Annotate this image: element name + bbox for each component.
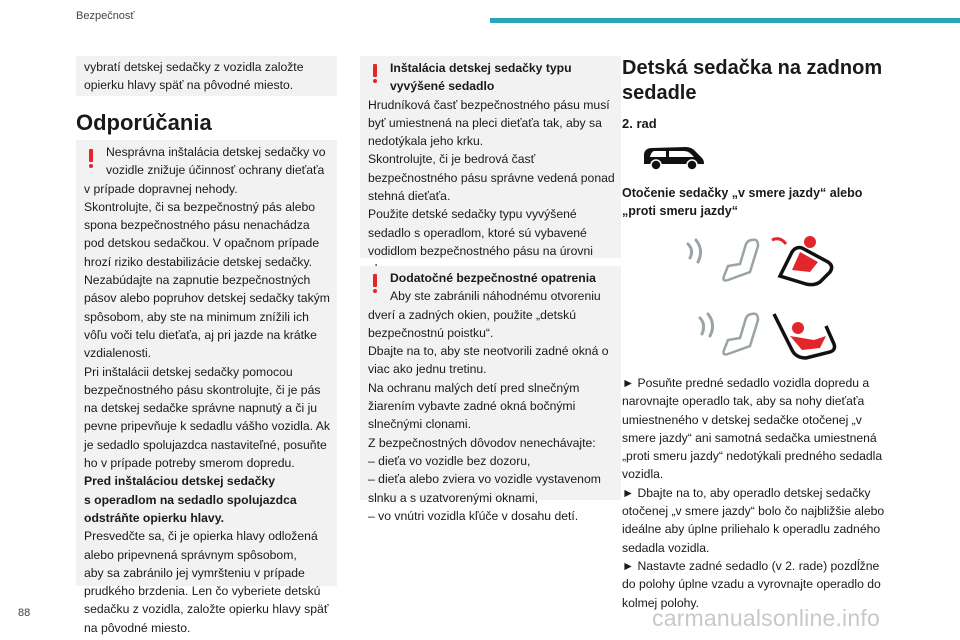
warning-box-booster-seat <box>360 56 621 258</box>
page-number: 88 <box>18 607 31 619</box>
recommendations-text: Nesprávna inštalácia detskej sedačky vo vozidle znižuje účinnosť ochrany dieťaťa v prípade dopravnej nehody. Skontrolujte, či sa bezpečnostný pás alebo spona bezpečnostného pásu nenachádza pod detskou sedačkou. V opačnom prípade hrozí riziko destabilizácie detskej sedačky. Nezabúdajte na zapnutie bezpečnostných pásov alebo popruhov detskej sedačky takým spôsobom, aby ste na minimum znížili ich vôľu voči telu dieťaťa, aj pri jazde na krátke vzdialenosti. Pri inštalácii detskej sedačky pomocou bezpečnostného pásu skontrolujte, či je pás na detskej sedačke správne napnutý a či ju pevne pripevňuje k sedadlu vášho vozidla. Ak je sedadlo spolujazdca nastaviteľné, posuňte ho v prípade potreby smerom dopredu. Pred inštaláciou detskej sedačky s operadlom na sedadlo spolujazdca odstráňte opierku hlavy. Presvedčte sa, či je opierka hlavy odložená alebo pripevnená správnym spôsobom, aby sa zabránilo jej vymršteniu v prípade prudkého brzdenia. Len čo vyberiete detskú sedačku z vozidla, založte opierku hlavy späť na pôvodné miesto. <box>84 145 330 635</box>
van-icon <box>640 142 706 172</box>
additional-safety-text: Dodatočné bezpečnostné opatrenia Aby ste zabránili náhodnému otvoreniu dverí a zadných okien, použite „detskú bezpečnostnú poistku“. Dbajte na to, aby ste neotvorili zadné okná o viac ako jednu tretinu. Na ochranu malých detí pred slnečným žiarením vybavte zadné okná bočnými slnečnými clonami. Z bezpečnostných dôvodov nenechávajte: – dieťa vo vozidle bez dozoru, – dieťa alebo zviera vo vozidle vystavenom slnku a s uzatvorenými oknami, – vo vnútri vozidla kľúče v dosahu detí. <box>368 271 609 523</box>
orientation-heading: Otočenie sedačky „v smere jazdy“ alebo „proti smeru jazdy“ <box>622 186 863 218</box>
watermark: carmanualsonline.info <box>652 605 880 631</box>
top-note-text: vybratí detskej sedačky z vozidla založte opierku hlavy späť na pôvodné miesto. <box>84 60 304 93</box>
rear-facing-seat-icon <box>680 306 840 368</box>
section-title: Bezpečnosť <box>76 10 135 22</box>
accent-bar <box>490 18 960 23</box>
warning-box-additional-safety <box>360 266 621 523</box>
warning-box-recommendations <box>76 140 337 635</box>
forward-facing-seat-icon <box>680 232 840 294</box>
rear-seat-instructions: ► Posuňte predné sedadlo vozidla dopredu a narovnajte operadlo tak, aby sa nohy dieťaťa umiestneného v detskej sedačke otočenej „v smere jazdy“ ani samotná sedačka umiestnená „proti smeru jazdy“ nedotýkali predného sedadla vozidla. ► Dbajte na to, aby operadlo detskej sedačky otočenej „v smere jazdy“ bolo čo najbližšie alebo ideálne aby úplne priliehalo k operadlu zadného sedadla vozidla. ► Nastavte zadné sedadlo (v 2. rade) pozdĺžne do polohy úplne vzadu a vyrovnajte operadlo do kolmej polohy. <box>622 376 885 610</box>
heading-rear-child-seat: Detská sedačka na zadnom sedadle <box>622 57 883 104</box>
subheading-row: 2. rad <box>622 116 657 131</box>
heading-recommendations: Odporúčania <box>76 110 212 135</box>
booster-seat-text: Inštalácia detskej sedačky typu vyvýšené sedadlo Hrudníková časť bezpečnostného pásu musí byť umiestnená na pleci dieťaťa tak, aby sa nedotýkala jeho krku. Skontrolujte, či je bedrová časť bezpečnostného pásu správne vedená ponad stehná dieťaťa. Použite detské sedačky typu vyvýšené sedadlo s operadlom, ktoré sú vybavené vodidlom bezpečnostného pásu na úrovni <box>368 61 615 258</box>
top-note-box <box>76 56 337 96</box>
